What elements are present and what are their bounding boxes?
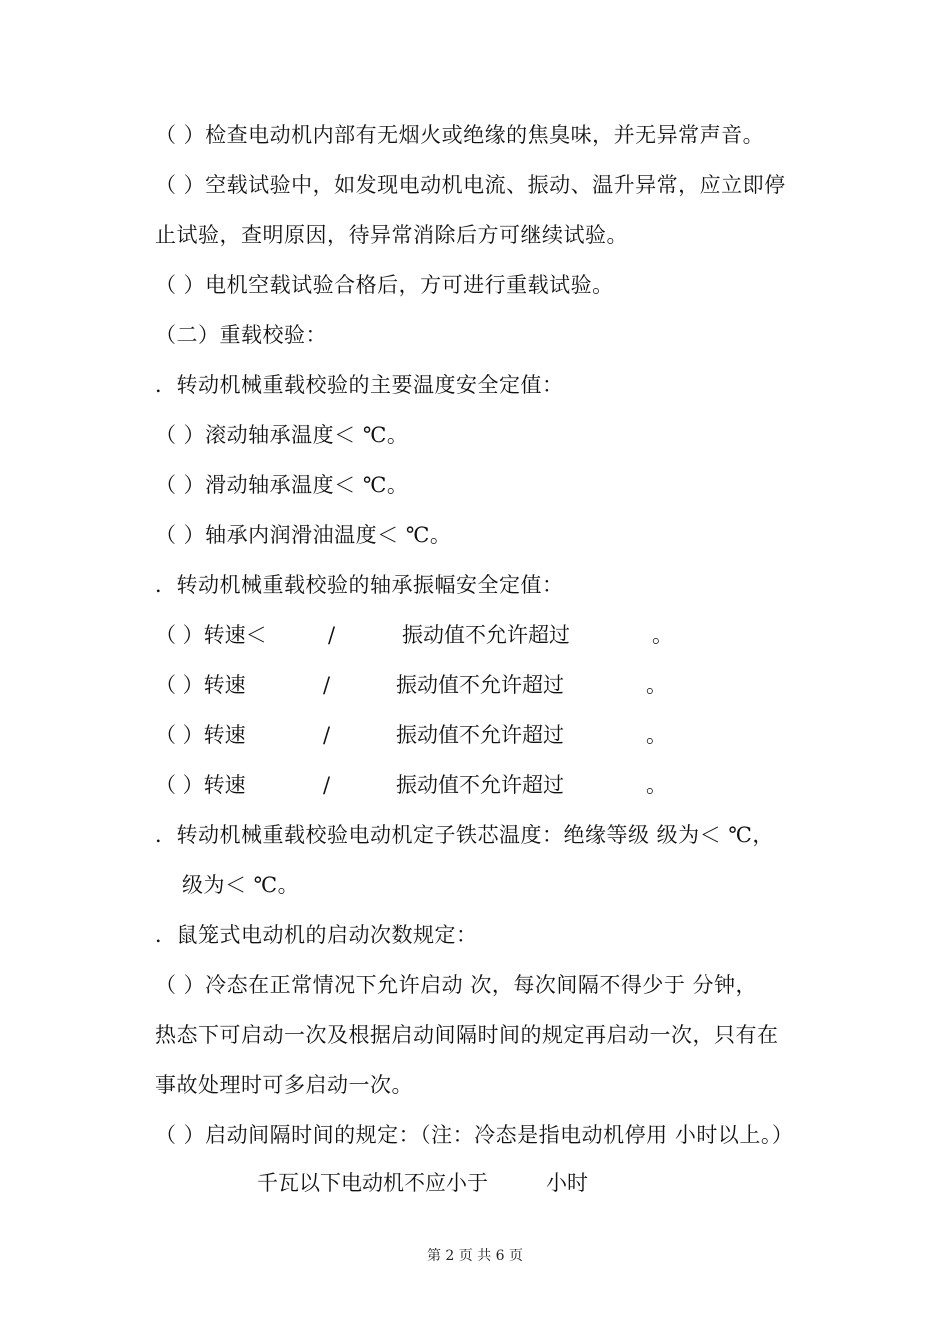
vibration-row-prefix: （ ）转速 (155, 673, 246, 697)
vibration-row-prefix: （ ）转速 (155, 773, 246, 797)
vibration-row-text: 振动值不允许超过 (396, 773, 564, 797)
vibration-row-text: 振动值不允许超过 (396, 723, 564, 747)
text-line-21: （ ）启动间隔时间的规定：（注：冷态是指电动机停用 小时以上。） (155, 1123, 794, 1147)
vibration-row-end: 。 (646, 723, 667, 747)
last-line-part1: 千瓦以下电动机不应小于 (257, 1171, 488, 1195)
text-line-1: （ ）检查电动机内部有无烟火或绝缘的焦臭味，并无异常声音。 (155, 123, 765, 147)
vibration-row-prefix: （ ）转速＜ (155, 623, 267, 647)
text-line-2: （ ）空载试验中，如发现电动机电流、振动、温升异常，应立即停 (155, 173, 786, 197)
text-line-9: （ ）轴承内润滑油温度＜ ℃。 (155, 523, 452, 547)
text-line-8: （ ）滑动轴承温度＜ ℃。 (155, 473, 409, 497)
vibration-row-end: 。 (646, 773, 667, 797)
vibration-row-slash: / (323, 673, 331, 697)
vibration-row-end: 。 (652, 623, 673, 647)
vibration-row-slash: / (323, 723, 331, 747)
text-line-20: 事故处理时可多启动一次。 (155, 1073, 413, 1097)
vibration-row-prefix: （ ）转速 (155, 723, 246, 747)
text-line-18: （ ）冷态在正常情况下允许启动 次，每次间隔不得少于 分钟， (155, 973, 758, 997)
text-line-6: ．转动机械重载校验的主要温度安全定值： (155, 373, 564, 397)
text-line-16: 级为＜ ℃。 (182, 873, 300, 897)
page-footer: 第 2 页 共 6 页 (426, 1248, 524, 1264)
text-line-4: （ ）电机空载试验合格后，方可进行重载试验。 (155, 273, 614, 297)
last-line-part2: 小时 (546, 1171, 588, 1195)
text-line-3: 止试验，查明原因，待异常消除后方可继续试验。 (155, 223, 628, 247)
vibration-row-slash: / (323, 773, 331, 797)
section-heading: （二）重载校验： (155, 323, 327, 347)
text-line-10: ．转动机械重载校验的轴承振幅安全定值： (155, 573, 564, 597)
text-line-19: 热态下可启动一次及根据启动间隔时间的规定再启动一次，只有在 (155, 1023, 779, 1047)
text-line-17: ．鼠笼式电动机的启动次数规定： (155, 923, 478, 947)
vibration-row-text: 振动值不允许超过 (396, 673, 564, 697)
vibration-row-end: 。 (646, 673, 667, 697)
vibration-row-text: 振动值不允许超过 (402, 623, 570, 647)
vibration-row-slash: / (328, 623, 336, 647)
text-line-7: （ ）滚动轴承温度＜ ℃。 (155, 423, 409, 447)
text-line-15: ．转动机械重载校验电动机定子铁芯温度：绝缘等级 级为＜ ℃， (155, 823, 774, 847)
